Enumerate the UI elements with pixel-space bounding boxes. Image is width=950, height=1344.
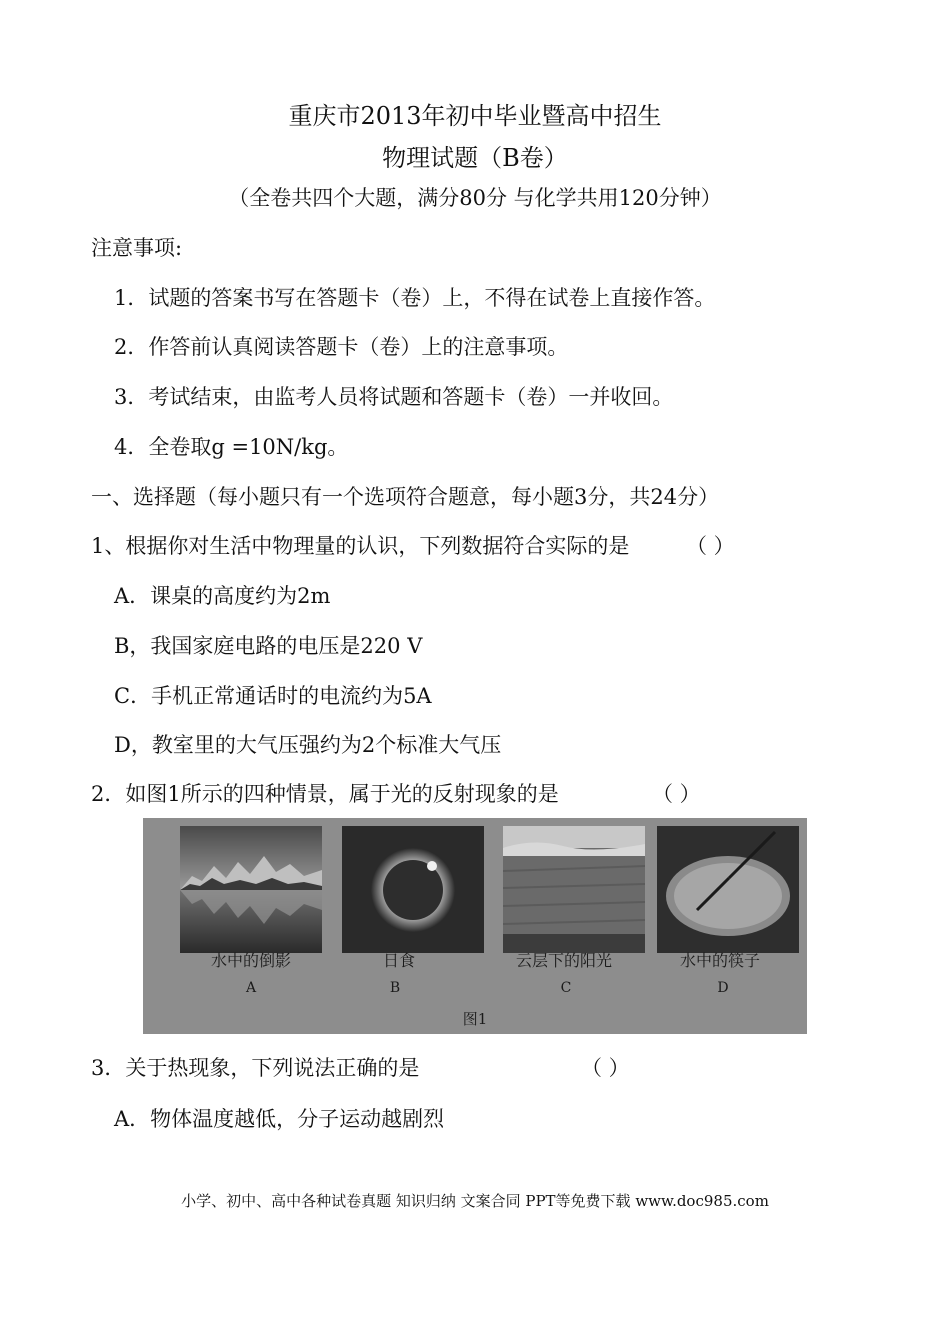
option: D，教室里的大气压强约为2个标准大气压 bbox=[114, 733, 502, 757]
question-3-stem: 3．关于热现象，下列说法正确的是 bbox=[91, 1056, 420, 1080]
figure-letter: D bbox=[717, 980, 729, 996]
figure-caption: 水中的筷子 bbox=[679, 951, 760, 970]
notice-item: 1．试题的答案书写在答题卡（卷）上，不得在试卷上直接作答。 bbox=[114, 286, 716, 310]
figure-letter: A bbox=[245, 980, 257, 996]
figure-1 bbox=[143, 818, 807, 1034]
notice-item: 3．考试结束，由监考人员将试题和答题卡（卷）一并收回。 bbox=[114, 385, 674, 409]
section-heading: 一、选择题（每小题只有一个选项符合题意，每小题3分，共24分） bbox=[91, 485, 720, 509]
figure-caption: 日食 bbox=[382, 951, 415, 970]
water-reflection-photo-icon bbox=[180, 826, 322, 953]
notice-heading: 注意事项: bbox=[91, 236, 183, 260]
question-1-stem: 1、根据你对生活中物理量的认识，下列数据符合实际的是 bbox=[91, 534, 630, 558]
page-footer: 小学、初中、高中各种试卷真题 知识归纳 文案合同 PPT等免费下载 www.doc985.com bbox=[181, 1192, 769, 1210]
option: A．物体温度越低，分子运动越剧烈 bbox=[114, 1107, 445, 1131]
figure-caption: 水中的倒影 bbox=[210, 951, 291, 970]
notice-item: 2．作答前认真阅读答题卡（卷）上的注意事项。 bbox=[114, 335, 569, 359]
notice-item: 4．全卷取g =10N/kg。 bbox=[114, 435, 349, 459]
figure-label: 图1 bbox=[462, 1010, 488, 1028]
exam-title: 重庆市2013年初中毕业暨高中招生 bbox=[288, 102, 662, 130]
option: B，我国家庭电路的电压是220 V bbox=[114, 634, 423, 658]
figure-caption: 云层下的阳光 bbox=[515, 951, 612, 970]
question-2-stem: 2．如图1所示的四种情景，属于光的反射现象的是 bbox=[91, 782, 559, 806]
solar-eclipse-photo-icon bbox=[342, 826, 484, 953]
answer-paren: （ ） bbox=[686, 534, 735, 558]
figure-letter: C bbox=[560, 980, 572, 996]
option: A．课桌的高度约为2m bbox=[114, 584, 331, 608]
chopstick-in-water-photo-icon bbox=[657, 826, 799, 953]
exam-subtitle: 物理试题（B卷） bbox=[382, 144, 568, 172]
answer-paren: （ ） bbox=[652, 782, 701, 806]
option: C．手机正常通话时的电流约为5A bbox=[114, 684, 432, 708]
answer-paren: （ ） bbox=[581, 1056, 630, 1080]
exam-info: （全卷共四个大题，满分80分 与化学共用120分钟） bbox=[228, 186, 722, 210]
figure-letter: B bbox=[389, 980, 401, 996]
sunlight-under-clouds-photo-icon bbox=[503, 826, 645, 953]
